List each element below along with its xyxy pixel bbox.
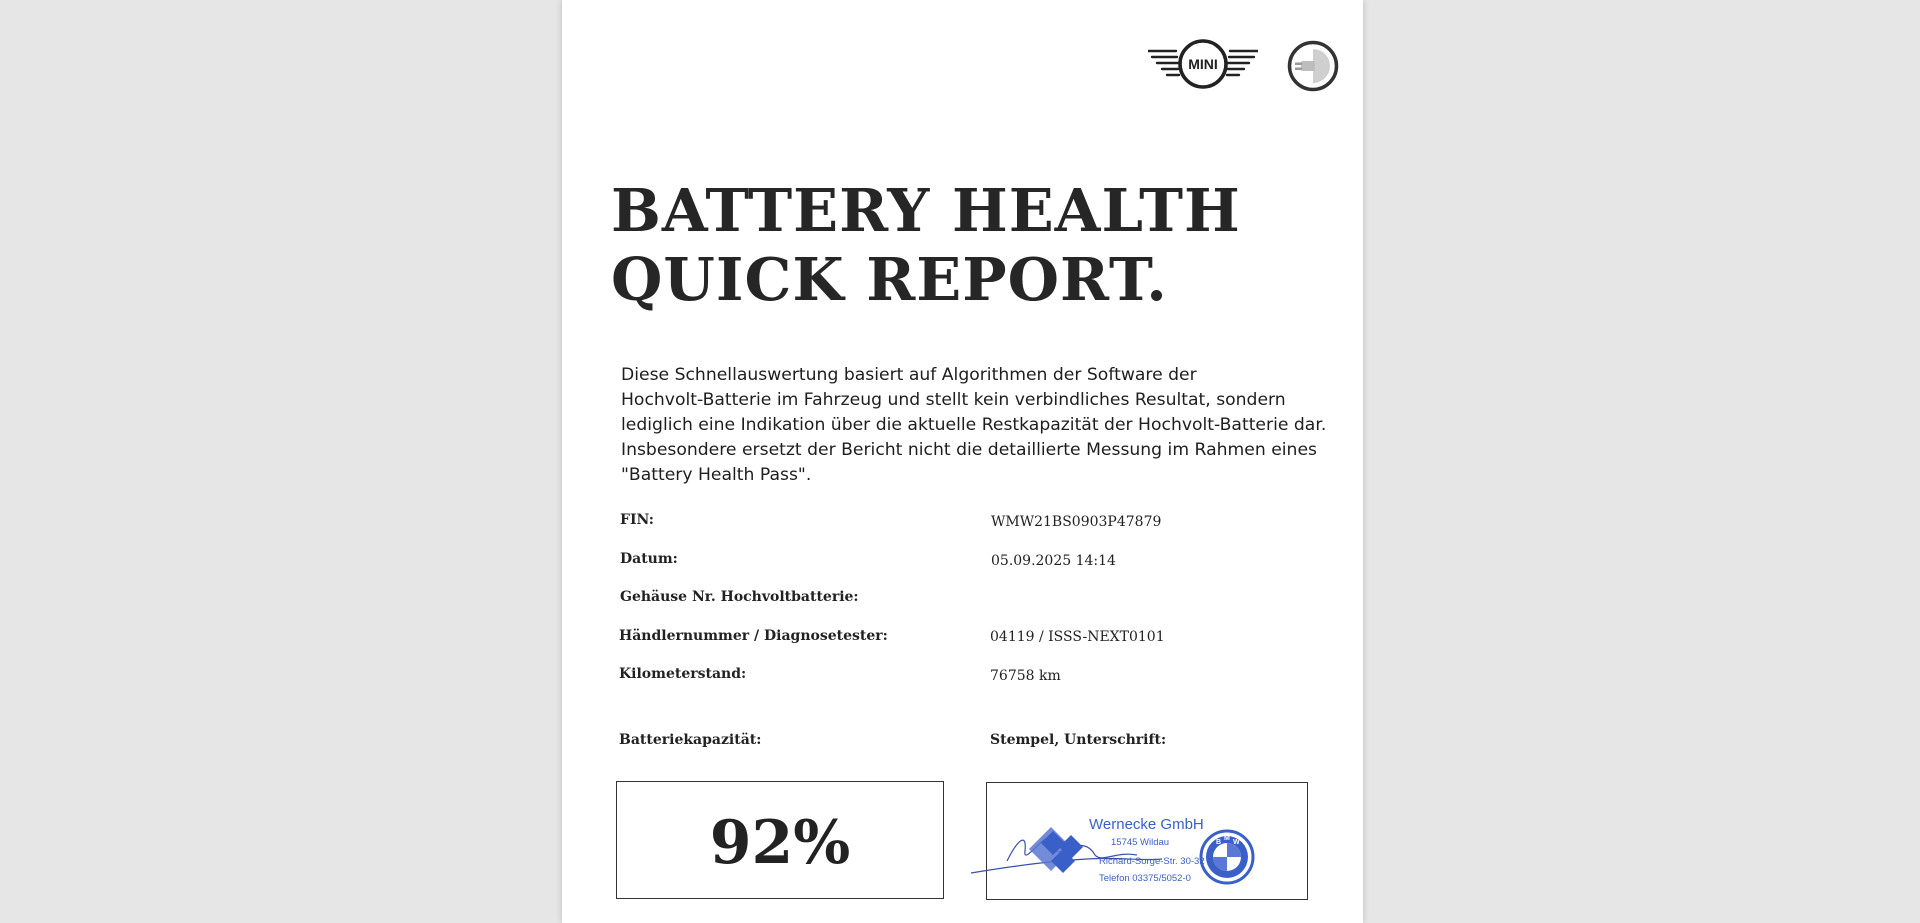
intro-paragraph <box>621 363 1341 488</box>
header-logos <box>1148 38 1348 98</box>
mini-logo <box>1148 38 1258 92</box>
intro-line-1: Diese Schnellauswertung basiert auf Algorithmen der Software der <box>621 365 1197 385</box>
mileage-value: 76758 km <box>990 668 1061 684</box>
datum-label: Datum: <box>620 551 678 567</box>
dealer-tester-value: 04119 / ISSS-NEXT0101 <box>990 629 1165 645</box>
report-title <box>611 176 1241 314</box>
bmw-letter-b: B <box>1216 839 1222 846</box>
fin-label: FIN: <box>620 512 654 528</box>
stamp-street: Richard-Sorge-Str. 30-32 <box>1099 856 1205 867</box>
battery-capacity-box <box>616 781 944 899</box>
mileage-label: Kilometerstand: <box>619 666 747 682</box>
bmw-letter-m: M <box>1224 835 1230 842</box>
dealer-tester-label: Händlernummer / Diagnosetester: <box>619 628 888 644</box>
stamp-signature-box <box>986 782 1308 900</box>
intro-line-4: Insbesondere ersetzt der Bericht nicht die detaillierte Messung im Rahmen eines <box>621 440 1317 460</box>
charging-plug-icon <box>1287 40 1339 92</box>
report-title-line-1: BATTERY HEALTH <box>611 176 1241 245</box>
intro-line-2: Hochvolt-Batterie im Fahrzeug und stellt kein verbindliches Resultat, sondern <box>621 390 1286 410</box>
battery-capacity-value: 92% <box>709 808 851 878</box>
intro-line-3: lediglich eine Indikation über die aktuelle Restkapazität der Hochvolt-Batterie dar. <box>621 415 1327 435</box>
document-page <box>562 0 1363 923</box>
dealer-stamp <box>967 801 1267 891</box>
datum-value: 05.09.2025 14:14 <box>991 553 1116 569</box>
mini-logo-text: MINI <box>1188 56 1218 72</box>
stamp-phone: Telefon 03375/5052-0 <box>1099 873 1191 884</box>
intro-line-5: "Battery Health Pass". <box>621 465 812 485</box>
battery-capacity-label: Batteriekapazität: <box>619 732 762 748</box>
bmw-letter-w: W <box>1233 839 1240 846</box>
report-title-line-2: QUICK REPORT. <box>611 245 1168 314</box>
stamp-signature-label: Stempel, Unterschrift: <box>990 732 1167 748</box>
fin-value: WMW21BS0903P47879 <box>991 514 1162 530</box>
stamp-company-name: Wernecke GmbH <box>1089 816 1204 833</box>
stamp-city: 15745 Wildau <box>1111 837 1170 848</box>
battery-housing-label: Gehäuse Nr. Hochvoltbatterie: <box>620 589 859 605</box>
bmw-roundel-icon <box>1201 831 1253 883</box>
